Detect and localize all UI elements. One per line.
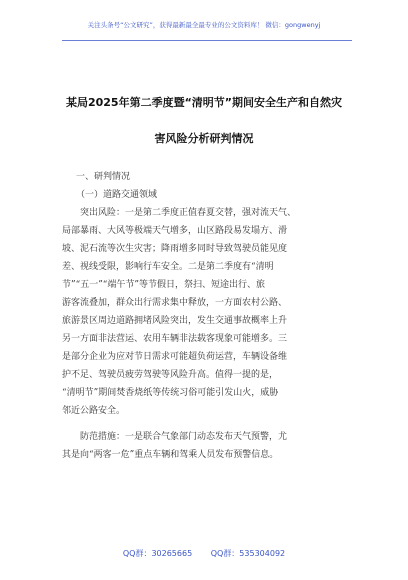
paragraph-line: 游客流叠加，群众出行需求集中释放，一方面农村公路、 xyxy=(62,298,288,308)
paragraph-line: 邻近公路安全。 xyxy=(62,406,126,416)
paragraph-line: “清明节”期间焚香烧纸等传统习俗可能引发山火，威胁 xyxy=(62,388,279,398)
section-heading: 一、研判情况 xyxy=(76,172,131,182)
paragraph-line: 另一方面非法营运、农用车辆非法载客现象可能增多。三 xyxy=(62,334,288,344)
paragraph-line: 坡、泥石流等次生灾害；降雨增多同时导致驾驶员能见度 xyxy=(62,244,288,254)
header-note: 关注头条号“公文研究”，获得最新最全最专业的公文资料库！ 微信：gongwenyj xyxy=(87,21,321,29)
paragraph-line: 护不足、驾驶员疲劳驾驶等风险升高。值得一提的是， xyxy=(62,370,279,380)
document-title-line-2: 害风险分析研判情况 xyxy=(154,132,254,145)
subsection-heading: （一）道路交通领域 xyxy=(76,190,158,200)
paragraph-line: 差、视线受限，影响行车安全。二是第二季度有“清明 xyxy=(62,262,274,272)
footer-qq-group-2: QQ群：535304092 xyxy=(210,549,286,558)
paragraph-spacer xyxy=(62,420,352,428)
header-divider xyxy=(62,40,352,41)
measures-line: 其是向“两客一危”重点车辆和驾乘人员发布预警信息。 xyxy=(62,450,279,460)
document-body xyxy=(62,168,352,464)
paragraph-line: 局部暴雨、大风等极端天气增多，山区路段易发塌方、滑 xyxy=(62,226,288,236)
footer-qq-group-1: QQ群：30265665 xyxy=(122,549,193,558)
paragraph-line: 节”“五一”“端午节”等节假日，祭扫、短途出行、旅 xyxy=(62,280,266,290)
footer xyxy=(0,548,408,559)
paragraph-line: 旅游景区周边道路拥堵风险突出，发生交通事故概率上升 xyxy=(62,316,288,326)
paragraph-line: 是部分企业为应对节日需求可能超负荷运营，车辆设备维 xyxy=(62,352,288,362)
paragraph-line: 突出风险：一是第二季度正值春夏交替，强对流天气、 xyxy=(80,208,297,218)
document-title-line-1: 某局2025年第二季度暨“清明节”期间安全生产和自然灾 xyxy=(65,96,343,109)
measures-line: 防范措施：一是联合气象部门动态发布天气预警，尤 xyxy=(80,432,288,442)
